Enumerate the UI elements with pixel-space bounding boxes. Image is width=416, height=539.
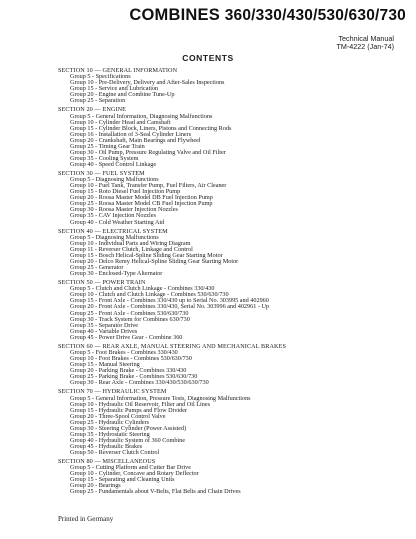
section-title: SECTION 60 — REAR AXLE, MANUAL STEERING AND MECHANICAL BRAKES	[58, 342, 287, 350]
group-entry: Group 15 - Bosch Helical-Spline Sliding Gear Starting Motor	[70, 251, 223, 259]
group-entry: Group 20 - Engine and Combine Tune-Up	[70, 91, 175, 99]
table-of-contents	[58, 68, 408, 499]
group-entry: Group 5 - Specifications	[70, 73, 131, 81]
toc-section	[58, 68, 408, 104]
group-entry: Group 11 - Reverser Clutch, Linkage and Control	[70, 245, 193, 253]
group-entry: Group 15 - Front Axle - Combines 330/430 up to Serial No. 303995 and 402960	[70, 297, 269, 305]
group-entry: Group 5 - General Information, Pressure Tests, Diagnosing Malfunctions	[70, 394, 251, 402]
group-entry: Group 10 - Cylinder Head and Camshaft	[70, 118, 171, 126]
group-entry: Group 40 - Cold Weather Starting Aid	[70, 218, 165, 226]
toc-section	[58, 171, 408, 225]
document-title	[129, 6, 406, 25]
section-title: SECTION 80 — MISCELLANEOUS	[58, 458, 156, 466]
group-entry: Group 15 - Service and Lubrication	[70, 85, 159, 93]
group-entry: Group 25 - Front Axle - Combines 530/630/730	[70, 309, 189, 317]
group-entry: Group 16 - Installation of 3-Seal Cylinder Liners	[70, 130, 192, 138]
group-entry: Group 20 - Front Axle - Combines 330/430, Serial No. 303996 and 402961 - Up	[70, 303, 270, 311]
title-prefix: COMBINES	[129, 6, 225, 24]
group-entry: Group 20 - Crankshaft, Main Bearings and Flywheel	[70, 136, 201, 144]
group-entry: Group 25 - Hydraulic Cylinders	[70, 418, 150, 426]
group-entry: Group 35 - Cooling System	[70, 154, 139, 162]
group-entry: Group 5 - Diagnosing Malfunctions	[70, 176, 159, 184]
group-entry: Group 50 - Reverser Clutch Control	[70, 448, 160, 456]
toc-section	[58, 344, 408, 386]
group-entry: Group 20 - Three-Spool Control Valve	[70, 412, 166, 420]
group-entry: Group 5 - Clutch and Clutch Linkage - Combines 330/430	[70, 285, 215, 293]
section-title: SECTION 20 — ENGINE	[58, 106, 127, 114]
group-entry: Group 20 - Parking Brake - Combines 330/430	[70, 367, 187, 375]
group-entry: Group 25 - Separation	[70, 97, 126, 105]
group-entry: Group 35 - Hydrostatic Steering	[70, 430, 150, 438]
toc-section	[58, 229, 408, 277]
group-entry: Group 20 - Delco Remy Helical-Spline Sliding Gear Starting Motor	[70, 257, 239, 265]
group-entry: Group 25 - Generator	[70, 264, 124, 272]
group-entry: Group 30 - Oil Pump, Pressure Regulating Valve and Oil Filter	[70, 148, 226, 156]
group-entry: Group 25 - Parking Brake - Combines 530/630/730	[70, 373, 198, 381]
toc-section	[58, 280, 408, 340]
group-entry: Group 30 - Steering Cylinder (Power Assisted)	[70, 424, 187, 432]
group-entry: Group 5 - Cutting Platform and Cutter Bar Drive	[70, 464, 191, 472]
section-title: SECTION 40 — ELECTRICAL SYSTEM	[58, 227, 168, 235]
group-entry: Group 15 - Roto Diesel Fuel Injection Pump	[70, 188, 181, 196]
contents-heading: CONTENTS	[182, 53, 234, 63]
group-entry: Group 45 - Power Drive Gear - Combine 360	[70, 333, 183, 341]
group-entry: Group 5 - Foot Brakes - Combines 330/430	[70, 349, 178, 356]
group-entry: Group 30 - Enclosed-Type Alternator	[70, 270, 163, 278]
title-models: 360/330/430/530/630/730	[224, 7, 406, 24]
group-entry: Group 25 - Roosa Master Model CB Fuel Injection Pump	[70, 200, 213, 208]
group-entry: Group 15 - Separating and Cleaning Units	[70, 476, 175, 484]
manual-number: TM-4222 (Jan-74)	[336, 42, 394, 51]
group-entry: Group 45 - Hydraulic Brakes	[70, 442, 143, 450]
group-entry: Group 15 - Cylinder Block, Liners, Pistons and Connecting Rods	[70, 124, 232, 132]
group-entry: Group 30 - Roosa Master Injection Nozzles	[70, 206, 178, 214]
group-entry: Group 10 - Hydraulic Oil Reservoir, Filter and Oil Lines	[70, 400, 210, 408]
group-entry: Group 5 - Diagnosing Malfunctions	[70, 233, 159, 241]
section-title: SECTION 50 — POWER TRAIN	[58, 279, 146, 287]
group-entry: Group 35 - Separator Drive	[70, 321, 139, 329]
group-entry: Group 40 - Variable Drives	[70, 327, 138, 335]
printed-in-footer: Printed in Germany	[58, 515, 114, 523]
group-entry: Group 5 - General Information, Diagnosing Malfunctions	[70, 112, 213, 120]
group-entry: Group 20 - Roosa Master Model DB Fuel Injection Pump	[70, 194, 213, 202]
group-entry: Group 10 - Fuel Tank, Transfer Pump, Fuel Filters, Air Cleaner	[70, 182, 227, 190]
group-entry: Group 25 - Timing Gear Train	[70, 142, 145, 150]
manual-type-label: Technical Manual	[338, 34, 394, 43]
group-entry: Group 10 - Cylinder, Concave and Rotary Deflector	[70, 470, 199, 478]
group-entry: Group 40 - Speed Control Linkage	[70, 160, 157, 168]
group-entry: Group 35 - CAV Injection Nozzles	[70, 212, 156, 220]
group-entry: Group 10 - Clutch and Clutch Linkage - Combines 530/630/730	[70, 291, 229, 299]
toc-section	[58, 459, 408, 495]
group-entry: Group 15 - Manual Steering	[70, 361, 140, 369]
section-title: SECTION 70 — HYDRAULIC SYSTEM	[58, 388, 167, 396]
group-entry: Group 10 - Individual Parts and Wiring Diagram	[70, 239, 191, 247]
group-entry: Group 10 - Foot Brakes - Combines 530/630/730	[70, 355, 192, 363]
section-title: SECTION 30 — FUEL SYSTEM	[58, 170, 145, 178]
toc-section	[58, 389, 408, 456]
group-entry: Group 20 - Bearings	[70, 482, 121, 490]
group-entry: Group 40 - Hydraulic System of 360 Combine	[70, 436, 185, 444]
group-entry: Group 15 - Hydraulic Pumps and Flow Divider	[70, 406, 188, 414]
group-entry: Group 25 - Fundamentals about V-Belts, Flat Belts and Chain Drives	[70, 488, 241, 496]
group-entry: Group 10 - Pre-Delivery, Delivery and After-Sales Inspections	[70, 79, 225, 87]
toc-section	[58, 107, 408, 167]
group-entry: Group 30 - Rear Axle - Combines 330/430/530/630/730	[70, 379, 209, 387]
section-title: SECTION 10 — GENERAL INFORMATION	[58, 67, 178, 74]
group-entry: Group 30 - Track System for Combines 630/730	[70, 315, 190, 323]
